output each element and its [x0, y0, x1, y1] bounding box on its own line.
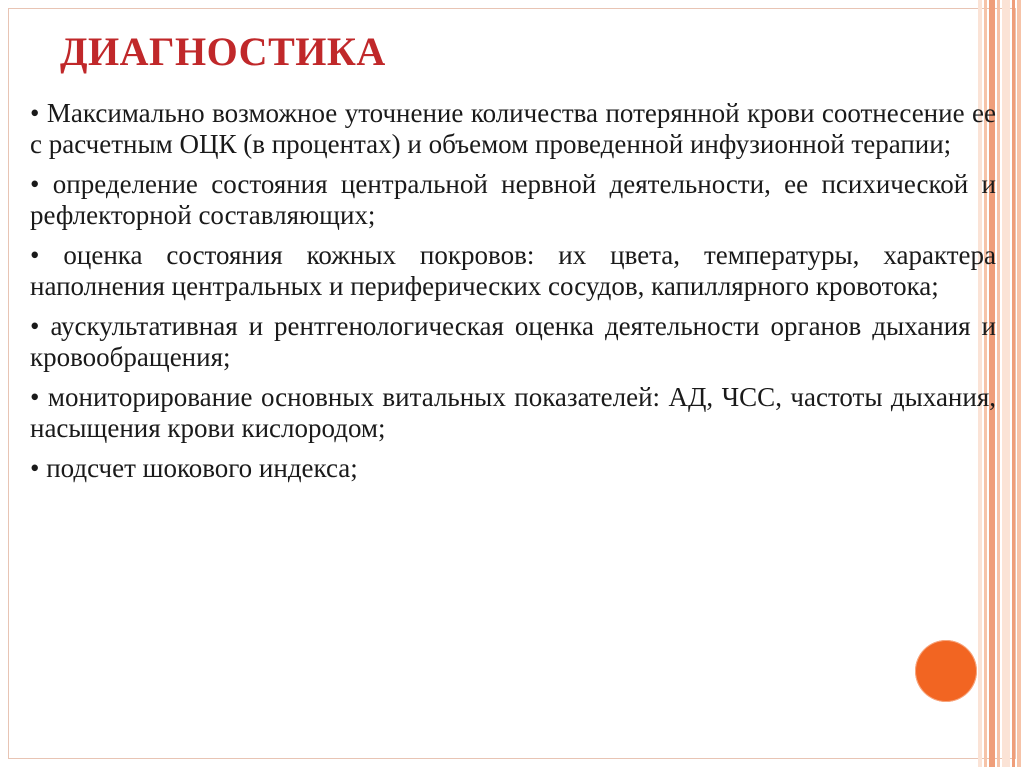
bullet-item: • подсчет шокового индекса;: [30, 453, 358, 483]
stripe: [1017, 0, 1021, 767]
bullet-item: • Максимально возможное уточнение количества потерянной крови соотнесение ее с расчетным ОЦК (в процентах) и объемом проведенной инфузионной терапии;: [30, 98, 996, 159]
bullet-item: • мониторирование основных витальных показателей: АД, ЧСС, частоты дыхания, насыщения крови кислородом;: [30, 382, 996, 443]
stripe: [1012, 0, 1015, 767]
bullet-item: • аускультативная и рентгенологическая оценка деятельности органов дыхания и кровообращения;: [30, 311, 996, 372]
stripe: [997, 0, 1000, 767]
stripe: [1002, 0, 1010, 767]
slide-title: ДИАГНОСТИКА: [60, 29, 386, 74]
bullet-list: [30, 98, 996, 493]
bullet-item: • оценка состояния кожных покровов: их цвета, температуры, характера наполнения центральных и периферических сосудов, капиллярного кровотока;: [30, 240, 996, 301]
orange-circle-decoration: [915, 640, 977, 702]
bullet-item: • определение состояния центральной нервной деятельности, ее психической и рефлекторной составляющих;: [30, 169, 996, 230]
